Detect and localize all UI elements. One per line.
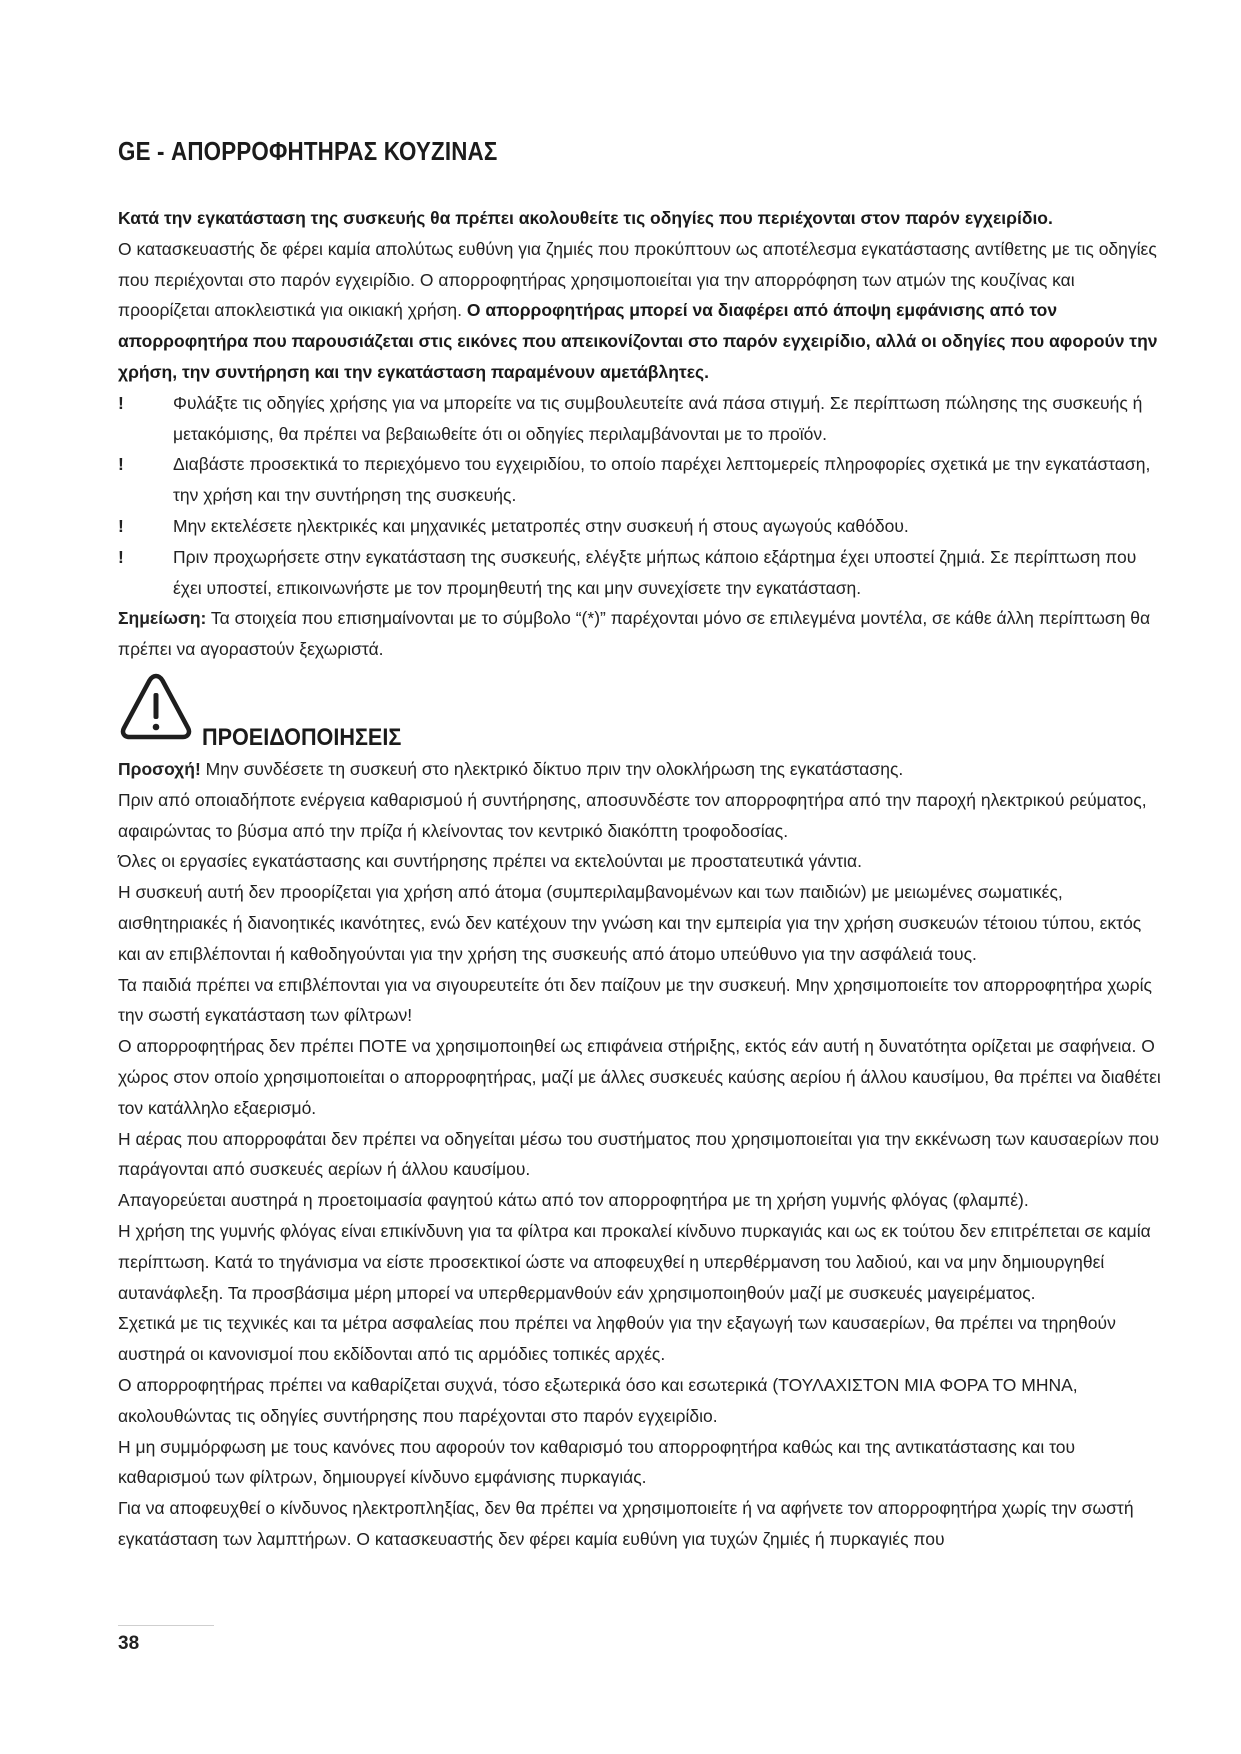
caution-label: Προσοχή! (118, 759, 201, 779)
exclamation-marker: ! (118, 392, 124, 413)
warning-paragraph: Απαγορεύεται αυστηρά η προετοιμασία φαγητού κάτω από τον απορροφητήρα με τη χρήση γυμνής φλόγας (φλαμπέ). (118, 1190, 1029, 1211)
warning-paragraph: Όλες οι εργασίες εγκατάστασης και συντήρησης πρέπει να εκτελούνται με προστατευτικά γάντια. (118, 851, 862, 872)
list-item (118, 542, 1163, 604)
warning-paragraph: Η συσκευή αυτή δεν προορίζεται για χρήση από άτομα (συμπεριλαμβανομένων και των παιδιών) με μειωμένες σωματικές, αισθητηριακές ή διανοητικές ικανότητες, ενώ δεν κατέχουν την γνώση και την εμπειρία για την χρήση συσκευών τέτοιου τύπου, εκτός και αν επιβλέπονται ή καθοδηγούνται για την χρήση της συσκευής από άτομο υπεύθυνο για την ασφάλειά τους. (118, 882, 1142, 964)
list-item-text: Μην εκτελέσετε ηλεκτρικές και μηχανικές μετατροπές στην συσκευή ή στους αγωγούς καθόδου. (173, 515, 909, 536)
caution-paragraph (118, 754, 1163, 785)
warning-paragraph: Πριν από οποιαδήποτε ενέργεια καθαρισμού ή συντήρησης, αποσυνδέστε τον απορροφητήρα από την παροχή ηλεκτρικού ρεύματος, αφαιρώντας το βύσμα από την πρίζα ή κλείνοντας τον κεντρικό διακόπτη τροφοδοσίας. (118, 789, 1147, 841)
list-item (118, 511, 1163, 542)
page-number: 38 (118, 1633, 140, 1654)
intro-lead-bold: Κατά την εγκατάσταση της συσκευής θα πρέπει ακολουθείτε τις οδηγίες που περιέχονται στον παρόν εγχειρίδιο. (118, 208, 1053, 228)
intro-lead (118, 203, 1163, 234)
warning-paragraph: Η αέρας που απορροφάται δεν πρέπει να οδηγείται μέσω του συστήματος που χρησιμοποιείται για την εκκένωση των καυσαερίων που παράγονται από συσκευές αερίων ή άλλου καυσίμου. (118, 1128, 1160, 1180)
exclamation-marker: ! (118, 546, 124, 567)
warning-paragraph: Για να αποφευχθεί ο κίνδυνος ηλεκτροπληξίας, δεν θα πρέπει να χρησιμοποιείτε ή να αφήνετε τον απορροφητήρα χωρίς την σωστή εγκατάσταση των λαμπτήρων. Ο κατασκευαστής δεν φέρει καμία ευθύνη για τυχών ζημιές ή πυρκαγιές που (118, 1498, 1134, 1549)
warning-paragraph: Τα παιδιά πρέπει να επιβλέπονται για να σιγουρευτείτε ότι δεν παίζουν με την συσκευή. Μην χρησιμοποιείτε τον απορροφητήρα χωρίς την σωστή εγκατάσταση των φίλτρων! (118, 974, 1152, 1026)
warnings-section (118, 754, 1163, 1555)
list-item-text: Πριν προχωρήσετε στην εγκατάσταση της συσκευής, ελέγξτε μήπως κάποιο εξάρτημα έχει υποστεί ζημιά. Σε περίπτωση που έχει υποστεί, επικοινωνήστε με τον προμηθευτή της και μην συνεχίσετε την εγκατάσταση. (173, 546, 1137, 598)
note-text: Τα στοιχεία που επισημαίνονται με το σύμβολο “(*)” παρέχονται μόνο σε επιλεγμένα μοντέλα, σε κάθε άλλη περίπτωση θα πρέπει να αγοραστούν ξεχωριστά. (118, 608, 1151, 660)
warning-paragraph: Ο απορροφητήρας δεν πρέπει ΠΟΤΕ να χρησιμοποιηθεί ως επιφάνεια στήριξης, εκτός εάν αυτή η δυνατότητα ορίζεται με σαφήνεια. Ο χώρος στον οποίο χρησιμοποιείται ο απορροφητήρας, μαζί με άλλες συσκευές καύσης αερίου ή άλλου καυσίμου, θα πρέπει να διαθέτει τον κατάλληλο εξαερισμό. (118, 1036, 1161, 1118)
list-item-text: Φυλάξτε τις οδηγίες χρήσης για να μπορείτε να τις συμβουλευτείτε ανά πάσα στιγμή. Σε περίπτωση πώλησης της συσκευής ή μετακόμισης, θα πρέπει να βεβαιωθείτε ότι οι οδηγίες περιλαμβάνονται με το προϊόν. (173, 392, 1143, 444)
caution-text: Μην συνδέσετε τη συσκευή στο ηλεκτρικό δίκτυο πριν την ολοκλήρωση της εγκατάστασης. (205, 759, 904, 779)
list-item-text: Διαβάστε προσεκτικά το περιεχόμενο του εγχειριδίου, το οποίο παρέχει λεπτομερείς πληροφορίες σχετικά με την εγκατάσταση, την χρήση και την συντήρηση της συσκευής. (173, 454, 1151, 506)
intro-text: Ο κατασκευαστής δε φέρει καμία απολύτως ευθύνη για ζημιές που προκύπτουν ως αποτέλεσμα εγκατάστασης αντίθετης με τις οδηγίες που περιέχονται στο παρόν εγχειρίδιο. Ο απορροφητήρας χρησιμοποιείται για την απορρόφηση των ατμών της κουζίνας και προορίζεται αποκλειστικά για οικιακή χρήση. (118, 238, 1157, 321)
warning-paragraph: Η μη συμμόρφωση με τους κανόνες που αφορούν τον καθαρισμό του απορροφητήρα καθώς και της αντικατάστασης και του καθαρισμού των φίλτρων, δημιουργεί κίνδυνο εμφάνισης πυρκαγιάς. (118, 1436, 1076, 1488)
warnings-title: ΠΡΟΕΙΔΟΠΟΙΗΣΕΙΣ (202, 724, 402, 751)
note-paragraph (118, 603, 1163, 665)
footer-divider (118, 1625, 214, 1626)
list-item (118, 388, 1163, 450)
exclamation-marker: ! (118, 515, 124, 536)
intro-section (118, 203, 1163, 665)
intro-paragraph (118, 234, 1163, 388)
warning-paragraph: Σχετικά με τις τεχνικές και τα μέτρα ασφαλείας που πρέπει να ληφθούν για την εξαγωγή των καυσαερίων, θα πρέπει να τηρηθούν αυστηρά οι κανονισμοί που εκδίδονται από τις αρμόδιες τοπικές αρχές. (118, 1313, 1116, 1365)
warning-triangle-icon (118, 670, 194, 744)
note-label: Σημείωση: (118, 608, 207, 629)
intro-bold-tail: Ο απορροφητήρας μπορεί να διαφέρει από άποψη εμφάνισης από τον απορροφητήρα που παρουσιάζεται στις εικόνες που απεικονίζονται στο παρόν εγχειρίδιο, αλλά οι οδηγίες που αφορούν την χρήση, την συντήρηση και την εγκατάσταση παραμένουν αμετάβλητες. (118, 300, 1158, 382)
exclamation-marker: ! (118, 454, 124, 475)
instruction-list (118, 388, 1163, 604)
list-item (118, 449, 1163, 511)
warning-paragraph: Η χρήση της γυμνής φλόγας είναι επικίνδυνη για τα φίλτρα και προκαλεί κίνδυνο πυρκαγιάς και ως εκ τούτου δεν επιτρέπεται σε καμία περίπτωση. Κατά το τηγάνισμα να είστε προσεκτικοί ώστε να αποφευχθεί η υπερθέρμανση του λαδιού, και να μην δημιουργηθεί αυτανάφλεξη. Τα προσβάσιμα μέρη μπορεί να υπερθερμανθούν εάν χρησιμοποιηθούν μαζί με συσκευές μαγειρέματος. (118, 1220, 1151, 1303)
warning-paragraph: Ο απορροφητήρας πρέπει να καθαρίζεται συχνά, τόσο εξωτερικά όσο και εσωτερικά (ΤΟΥΛΑΧΙΣΤΟΝ ΜΙΑ ΦΟΡΑ ΤΟ ΜΗΝΑ, ακολουθώντας τις οδηγίες συντήρησης που παρέχονται στο παρόν εγχειρίδιο. (118, 1374, 1078, 1426)
page-title: GE - ΑΠΟΡΡΟΦΗΤΗΡΑΣ ΚΟΥΖΙΝΑΣ (118, 136, 498, 166)
